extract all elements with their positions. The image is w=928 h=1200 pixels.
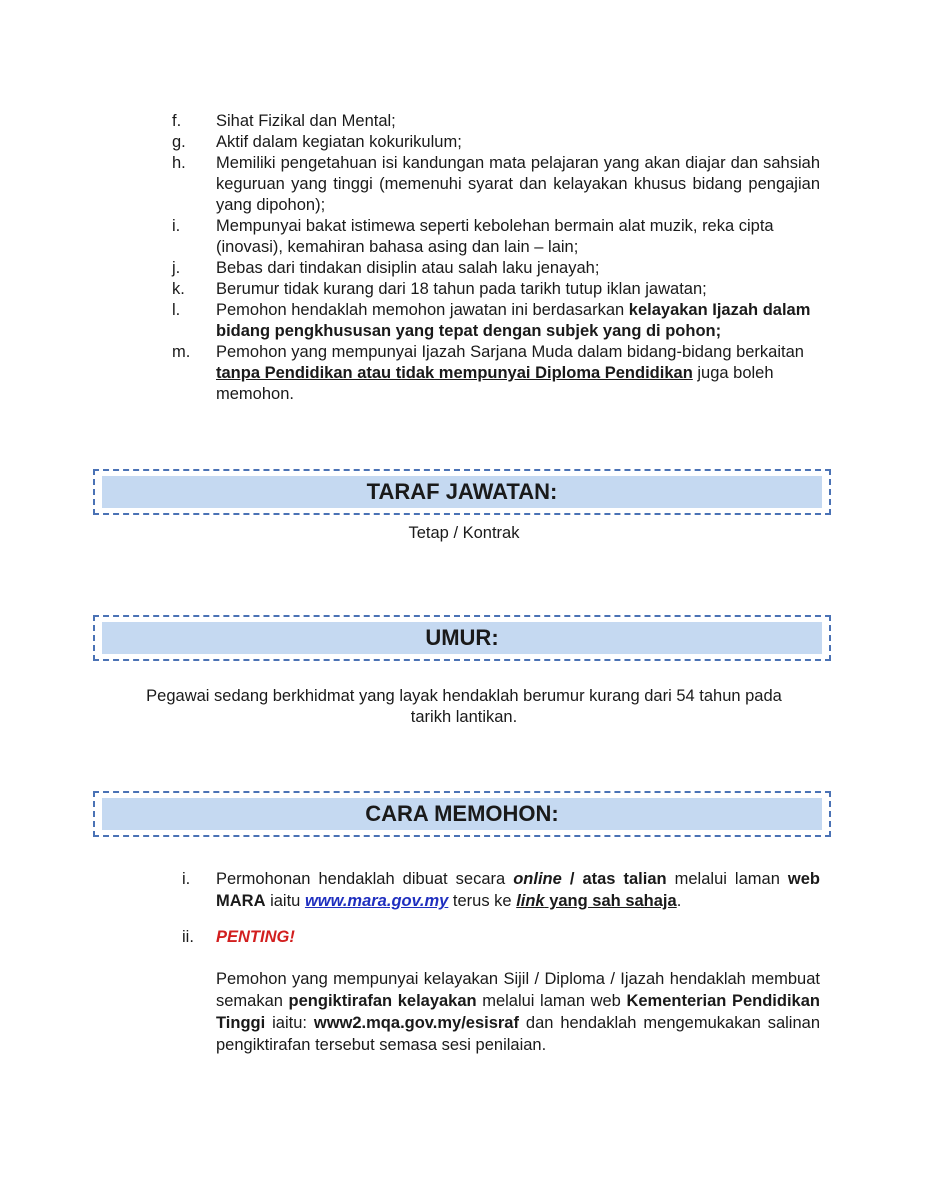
- item-text: Aktif dalam kegiatan kokurikulum;: [216, 133, 462, 151]
- item-label: i.: [172, 217, 181, 235]
- item-text: [216, 926, 820, 1056]
- item-label: j.: [172, 259, 181, 277]
- text-run: iaitu:: [265, 1014, 314, 1032]
- web-mara-text: web MARA: [216, 870, 820, 910]
- item-label: m.: [172, 343, 191, 361]
- item-text-end: juga boleh memohon.: [216, 364, 774, 403]
- text-run: Permohonan hendaklah dibuat secara: [216, 870, 514, 888]
- penting-paragraph: [216, 968, 820, 1056]
- text-run: .: [676, 892, 682, 910]
- penting-label: PENTING!: [216, 928, 295, 946]
- online-text: online: [513, 870, 562, 888]
- section-heading-cara: [93, 791, 831, 837]
- item-text: Bebas dari tindakan disiplin atau salah laku jenayah;: [216, 259, 600, 277]
- list-item: [172, 153, 820, 216]
- item-label: f.: [172, 112, 182, 130]
- text-run: dan hendaklah mengemukakan salinan pengiktirafan tersebut semasa sesi penilaian.: [216, 1014, 820, 1054]
- item-label: l.: [172, 301, 181, 319]
- text-run: melalui laman web: [476, 992, 627, 1010]
- item-label: g.: [172, 133, 186, 151]
- section-heading-text: CARA MEMOHON:: [102, 798, 822, 830]
- text-run: terus ke: [448, 892, 517, 910]
- slash-text: /: [561, 870, 583, 888]
- list-item: [172, 926, 820, 1056]
- list-item: [172, 342, 820, 405]
- text-run: melalui laman: [666, 870, 788, 888]
- section-heading-text: TARAF JAWATAN:: [102, 476, 822, 508]
- atas-talian-text: atas talian: [582, 870, 667, 888]
- section-heading-text: UMUR:: [102, 622, 822, 654]
- section-heading-taraf: [93, 469, 831, 515]
- item-label: k.: [172, 280, 185, 298]
- item-text: [216, 300, 820, 342]
- umur-line-2: tarikh lantikan.: [410, 708, 518, 726]
- list-item: [172, 258, 820, 279]
- item-text: [216, 868, 820, 912]
- taraf-value: Tetap / Kontrak: [408, 524, 520, 542]
- item-label: i.: [182, 870, 191, 888]
- item-text-plain: Pemohon hendaklah memohon jawatan ini berdasarkan: [216, 301, 629, 319]
- item-text-emphasis: tanpa Pendidikan atau tidak mempunyai Diploma Pendidikan: [216, 364, 693, 382]
- section-heading-umur: [93, 615, 831, 661]
- item-text-plain: Pemohon yang mempunyai Ijazah Sarjana Muda dalam bidang-bidang berkaitan: [216, 343, 804, 361]
- list-item: [172, 216, 820, 258]
- item-text: Mempunyai bakat istimewa seperti kebolehan bermain alat muzik, reka cipta (inovasi), kemahiran bahasa asing dan lain – lain;: [216, 217, 774, 256]
- item-text-bold: kelayakan Ijazah dalam bidang pengkhususan yang tepat dengan subjek yang di pohon;: [216, 301, 811, 340]
- umur-line-1: Pegawai sedang berkhidmat yang layak hendaklah berumur kurang dari 54 tahun pada: [146, 687, 782, 705]
- item-text: Sihat Fizikal dan Mental;: [216, 112, 396, 130]
- text-run: iaitu: [265, 892, 305, 910]
- list-item: [172, 300, 820, 342]
- item-text: Berumur tidak kurang dari 18 tahun pada tarikh tutup iklan jawatan;: [216, 280, 707, 298]
- list-item: [172, 111, 820, 132]
- sah-text: yang sah sahaja: [544, 892, 677, 910]
- item-text: [216, 342, 820, 405]
- mqa-url-text: www2.mqa.gov.my/esisraf: [313, 1014, 519, 1032]
- cara-list: [172, 868, 820, 1056]
- umur-text: [0, 686, 928, 728]
- item-label: ii.: [182, 928, 194, 946]
- list-item: [172, 868, 820, 912]
- bold-run: pengiktirafan kelayakan: [288, 992, 477, 1010]
- link-text: link: [516, 892, 545, 910]
- item-label: h.: [172, 154, 186, 172]
- item-text: Memiliki pengetahuan isi kandungan mata pelajaran yang akan diajar dan sahsiah keguruan yang tinggi (memenuhi syarat dan kelayakan khusus bidang pengajian yang dipohon);: [216, 154, 820, 214]
- text-run: Pemohon yang mempunyai kelayakan Sijil / Diploma / Ijazah hendaklah membuat semakan: [216, 970, 820, 1010]
- list-item: [172, 279, 820, 300]
- mara-url-link[interactable]: www.mara.gov.my: [304, 892, 449, 910]
- bold-run: Kementerian Pendidikan Tinggi: [216, 992, 820, 1032]
- list-item: [172, 132, 820, 153]
- requirements-list: [172, 111, 820, 405]
